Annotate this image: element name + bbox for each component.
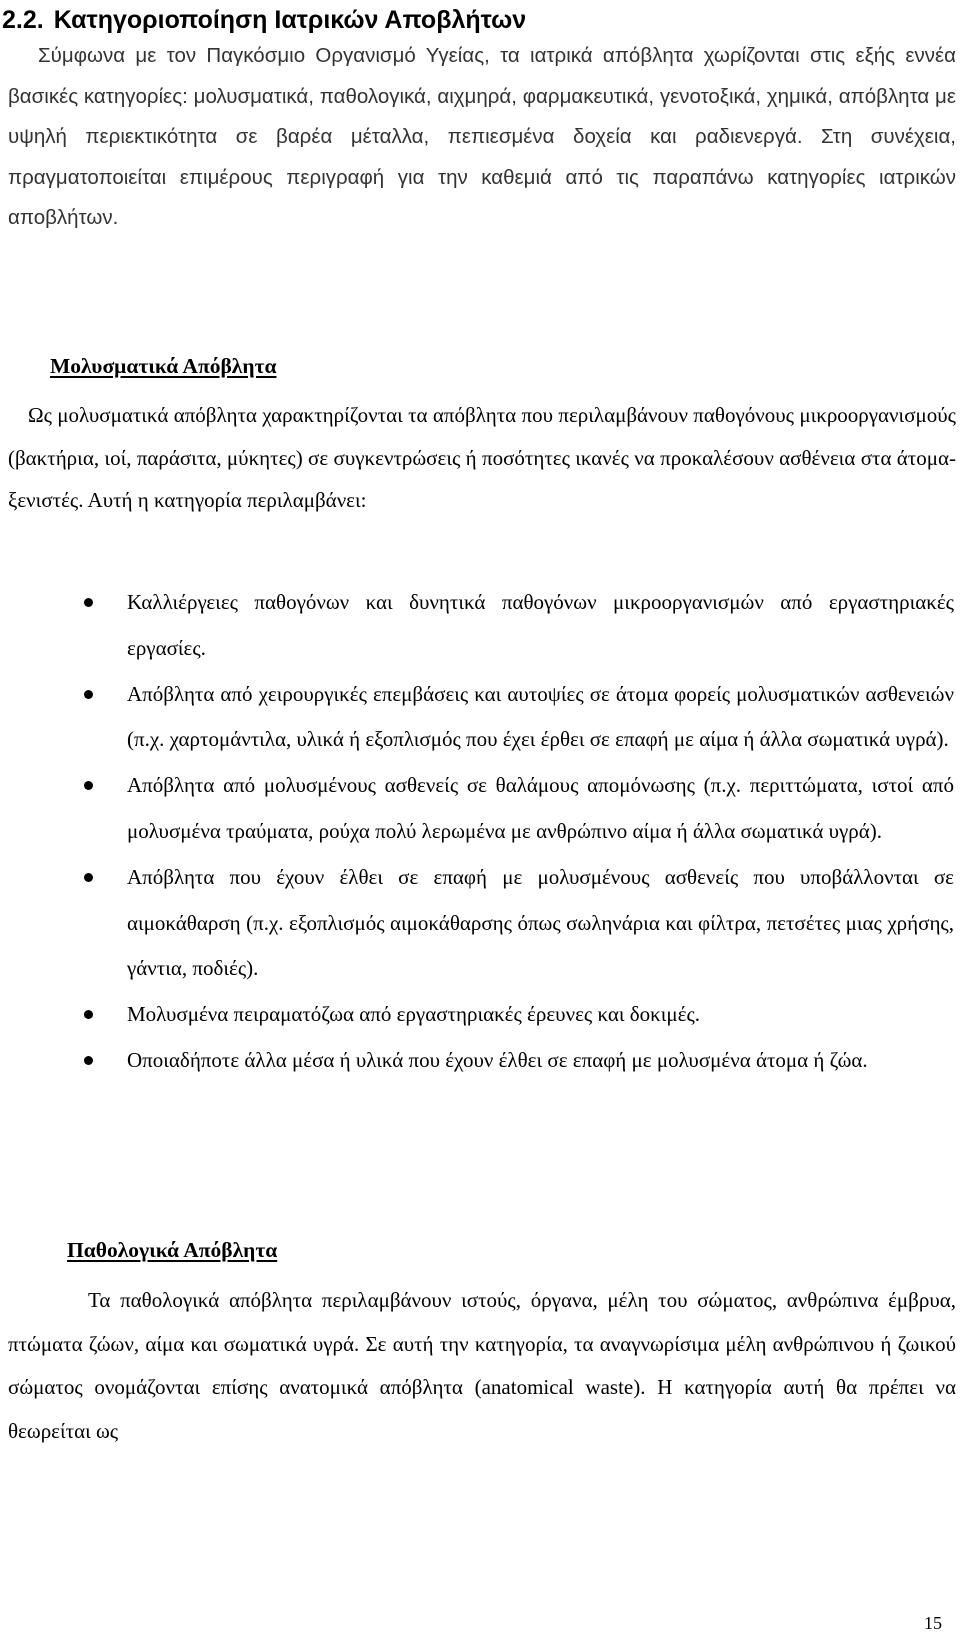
infectious-waste-paragraph: Ως μολυσματικά απόβλητα χαρακτηρίζονται τα απόβλητα που περιλαμβάνουν παθογόνους μικροοργανισμούς (βακτήρια, ιοί, παράσιτα, μύκητες) σε συγκεντρώσεις ή ποσότητες ικανές να προκαλέσουν ασθένεια στα άτομα-ξενιστές. Αυτή η κατηγορία περιλαμβάνει: [8,403,956,513]
bullet-icon [84,781,93,790]
intro-paragraph: Σύμφωνα με τον Παγκόσμιο Οργανισμό Υγείας, τα ιατρικά απόβλητα χωρίζονται στις εξής εννέα βασικές κατηγορίες: μολυσματικά, παθολογικά, αιχμηρά, φαρμακευτικά, γενοτοξικά, χημικά, απόβλητα με υψηλή περιεκτικότητα σε βαρέα μέταλλα, πεπιεσμένα δοχεία και ραδιενεργά. Στη συνέχεια, πραγματοποιείται επιμέρους περιγραφή για την καθεμιά από τις παραπάνω κατηγορίες ιατρικών αποβλήτων. [8,44,956,229]
bullet-icon [84,690,93,699]
section-title: Κατηγοριοποίηση Ιατρικών Αποβλήτων [53,6,527,34]
bullet-icon [84,1010,93,1019]
list-item-text: Μολυσμένα πειραματόζωα από εργαστηριακές έρευνες και δοκιμές. [127,1002,701,1027]
list-item-text: Καλλιέργειες παθογόνων και δυνητικά παθογόνων μικροοργανισμών από εργαστηριακές εργασίες. [127,590,954,660]
list-item-text: Απόβλητα από χειρουργικές επεμβάσεις και αυτοψίες σε άτομα φορείς μολυσματικών ασθενειών (π.χ. χαρτομάντιλα, υλικά ή εξοπλισμός που έχει έρθει σε επαφή με αίμα ή άλλα σωματικά υγρά). [127,681,954,752]
list-item [127,855,954,992]
infectious-waste-heading: Μολυσματικά Απόβλητα [50,354,277,378]
pathological-waste-heading: Παθολογικά Απόβλητα [67,1238,278,1262]
bullet-icon [84,598,93,607]
list-item [127,763,954,855]
page-number: 15 [924,1613,942,1633]
list-item-text: Οποιαδήποτε άλλα μέσα ή υλικά που έχουν έλθει σε επαφή με μολυσμένα άτομα ή ζώα. [127,1047,868,1072]
pathological-waste-paragraph: Τα παθολογικά απόβλητα περιλαμβάνουν ιστούς, όργανα, μέλη του σώματος, ανθρώπινα έμβρυα, πτώματα ζώων, αίμα και σωματικά υγρά. Σε αυτή την κατηγορία, τα αναγνωρίσιμα μέλη ανθρώπινου ή ζωικού σώματος ονομάζονται επίσης ανατομικά απόβλητα (anatomical waste). Η κατηγορία αυτή θα πρέπει να θεωρείται ως [8,1288,956,1443]
section-number: 2.2. [2,6,44,34]
list-item [127,992,954,1038]
bullet-icon [84,1056,93,1065]
infectious-waste-list [0,580,960,1084]
list-item [127,580,954,672]
list-item [127,672,954,764]
bullet-icon [84,873,93,882]
list-item [127,1038,954,1084]
section-heading [2,0,526,40]
list-item-text: Απόβλητα που έχουν έλθει σε επαφή με μολυσμένους ασθενείς που υποβάλλονται σε αιμοκάθαρση (π.χ. εξοπλισμός αιμοκάθαρσης όπως σωληνάρια και φίλτρα, πετσέτες μιας χρήσης, γάντια, ποδιές). [127,864,954,981]
list-item-text: Απόβλητα από μολυσμένους ασθενείς σε θαλάμους απομόνωσης (π.χ. περιττώματα, ιστοί από μολυσμένα τραύματα, ρούχα πολύ λερωμένα με ανθρώπινο αίμα ή άλλα σωματικά υγρά). [127,773,954,843]
